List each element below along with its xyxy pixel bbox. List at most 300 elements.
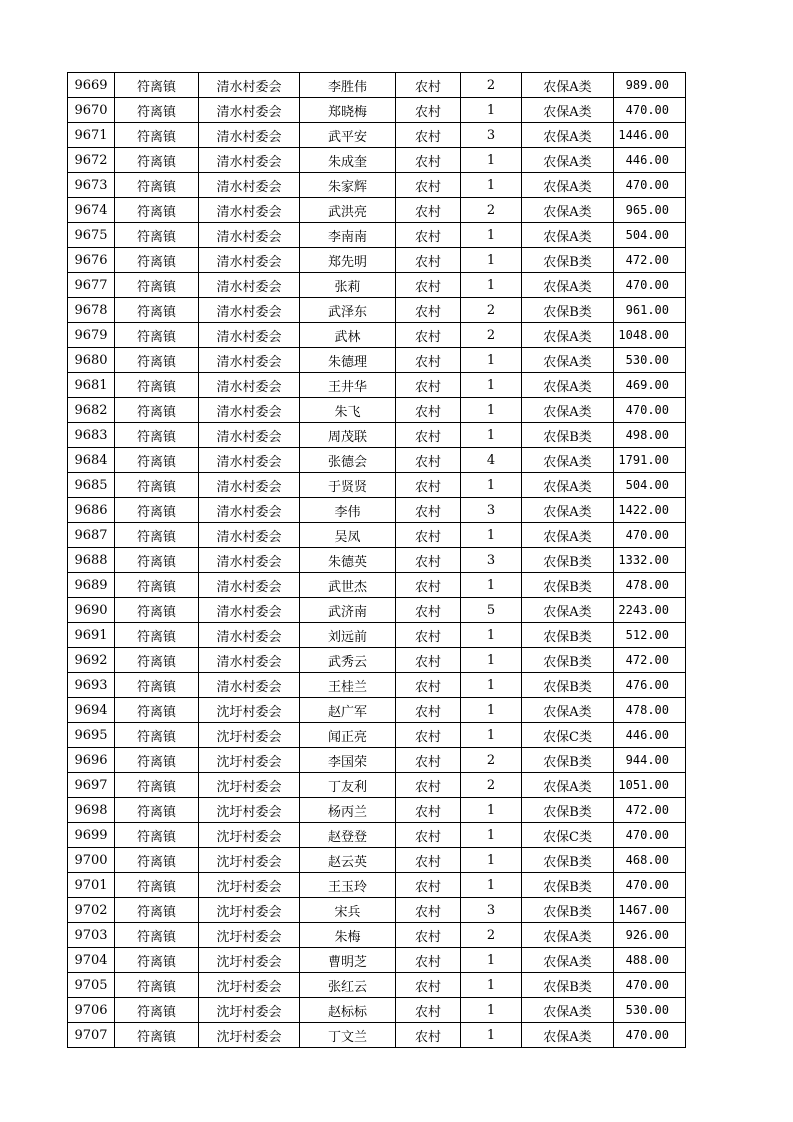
household-size-cell: 1 xyxy=(461,673,522,698)
row-id-cell: 9700 xyxy=(68,848,115,873)
table-row xyxy=(68,73,686,98)
table-row xyxy=(68,273,686,298)
amount-cell: 2243.00 xyxy=(614,598,686,623)
town-cell: 符离镇 xyxy=(115,373,199,398)
amount-cell: 470.00 xyxy=(614,823,686,848)
household-size-cell: 2 xyxy=(461,923,522,948)
amount-cell: 512.00 xyxy=(614,623,686,648)
amount-cell: 944.00 xyxy=(614,748,686,773)
insurance-category-cell: 农保A类 xyxy=(522,1023,614,1048)
household-size-cell: 1 xyxy=(461,273,522,298)
amount-cell: 478.00 xyxy=(614,573,686,598)
table-row xyxy=(68,248,686,273)
area-type-cell: 农村 xyxy=(396,98,461,123)
row-id-cell: 9696 xyxy=(68,748,115,773)
town-cell: 符离镇 xyxy=(115,998,199,1023)
town-cell: 符离镇 xyxy=(115,723,199,748)
village-committee-cell: 清水村委会 xyxy=(199,548,300,573)
town-cell: 符离镇 xyxy=(115,973,199,998)
village-committee-cell: 清水村委会 xyxy=(199,598,300,623)
row-id-cell: 9706 xyxy=(68,998,115,1023)
area-type-cell: 农村 xyxy=(396,998,461,1023)
table-row xyxy=(68,773,686,798)
household-size-cell: 1 xyxy=(461,798,522,823)
amount-cell: 1048.00 xyxy=(614,323,686,348)
amount-cell: 478.00 xyxy=(614,698,686,723)
village-committee-cell: 清水村委会 xyxy=(199,298,300,323)
household-size-cell: 1 xyxy=(461,248,522,273)
insurance-category-cell: 农保B类 xyxy=(522,973,614,998)
insurance-category-cell: 农保B类 xyxy=(522,623,614,648)
insurance-category-cell: 农保A类 xyxy=(522,448,614,473)
household-size-cell: 2 xyxy=(461,198,522,223)
household-size-cell: 1 xyxy=(461,823,522,848)
row-id-cell: 9691 xyxy=(68,623,115,648)
amount-cell: 1467.00 xyxy=(614,898,686,923)
amount-cell: 470.00 xyxy=(614,173,686,198)
table-row xyxy=(68,748,686,773)
household-size-cell: 5 xyxy=(461,598,522,623)
town-cell: 符离镇 xyxy=(115,523,199,548)
table-row xyxy=(68,398,686,423)
insurance-category-cell: 农保A类 xyxy=(522,223,614,248)
household-size-cell: 1 xyxy=(461,373,522,398)
name-cell: 李南南 xyxy=(300,223,396,248)
amount-cell: 472.00 xyxy=(614,248,686,273)
household-size-cell: 1 xyxy=(461,573,522,598)
town-cell: 符离镇 xyxy=(115,773,199,798)
name-cell: 张红云 xyxy=(300,973,396,998)
name-cell: 杨丙兰 xyxy=(300,798,396,823)
table-row xyxy=(68,298,686,323)
village-committee-cell: 清水村委会 xyxy=(199,323,300,348)
village-committee-cell: 清水村委会 xyxy=(199,498,300,523)
household-size-cell: 2 xyxy=(461,748,522,773)
village-committee-cell: 清水村委会 xyxy=(199,123,300,148)
row-id-cell: 9680 xyxy=(68,348,115,373)
insurance-category-cell: 农保B类 xyxy=(522,898,614,923)
insurance-category-cell: 农保B类 xyxy=(522,748,614,773)
amount-cell: 989.00 xyxy=(614,73,686,98)
village-committee-cell: 清水村委会 xyxy=(199,523,300,548)
area-type-cell: 农村 xyxy=(396,323,461,348)
town-cell: 符离镇 xyxy=(115,1023,199,1048)
row-id-cell: 9695 xyxy=(68,723,115,748)
household-size-cell: 3 xyxy=(461,898,522,923)
village-committee-cell: 清水村委会 xyxy=(199,173,300,198)
area-type-cell: 农村 xyxy=(396,373,461,398)
household-size-cell: 1 xyxy=(461,948,522,973)
area-type-cell: 农村 xyxy=(396,898,461,923)
table-row xyxy=(68,523,686,548)
name-cell: 朱家辉 xyxy=(300,173,396,198)
insurance-category-cell: 农保A类 xyxy=(522,198,614,223)
area-type-cell: 农村 xyxy=(396,173,461,198)
table-row xyxy=(68,348,686,373)
household-size-cell: 1 xyxy=(461,648,522,673)
amount-cell: 1051.00 xyxy=(614,773,686,798)
town-cell: 符离镇 xyxy=(115,748,199,773)
insurance-category-cell: 农保B类 xyxy=(522,248,614,273)
row-id-cell: 9702 xyxy=(68,898,115,923)
area-type-cell: 农村 xyxy=(396,873,461,898)
household-size-cell: 1 xyxy=(461,423,522,448)
name-cell: 张德会 xyxy=(300,448,396,473)
insurance-category-cell: 农保A类 xyxy=(522,398,614,423)
town-cell: 符离镇 xyxy=(115,548,199,573)
household-size-cell: 1 xyxy=(461,998,522,1023)
insurance-category-cell: 农保C类 xyxy=(522,723,614,748)
insurance-category-cell: 农保A类 xyxy=(522,523,614,548)
row-id-cell: 9704 xyxy=(68,948,115,973)
name-cell: 武洪亮 xyxy=(300,198,396,223)
name-cell: 武秀云 xyxy=(300,648,396,673)
amount-cell: 504.00 xyxy=(614,473,686,498)
area-type-cell: 农村 xyxy=(396,798,461,823)
name-cell: 李伟 xyxy=(300,498,396,523)
row-id-cell: 9694 xyxy=(68,698,115,723)
insurance-category-cell: 农保A类 xyxy=(522,598,614,623)
insurance-category-cell: 农保B类 xyxy=(522,298,614,323)
name-cell: 武林 xyxy=(300,323,396,348)
table-row xyxy=(68,898,686,923)
village-committee-cell: 沈圩村委会 xyxy=(199,798,300,823)
town-cell: 符离镇 xyxy=(115,473,199,498)
table-row xyxy=(68,598,686,623)
town-cell: 符离镇 xyxy=(115,123,199,148)
row-id-cell: 9674 xyxy=(68,198,115,223)
village-committee-cell: 清水村委会 xyxy=(199,223,300,248)
name-cell: 赵云英 xyxy=(300,848,396,873)
row-id-cell: 9688 xyxy=(68,548,115,573)
amount-cell: 470.00 xyxy=(614,273,686,298)
table-row xyxy=(68,148,686,173)
village-committee-cell: 清水村委会 xyxy=(199,98,300,123)
insurance-category-cell: 农保B类 xyxy=(522,573,614,598)
area-type-cell: 农村 xyxy=(396,823,461,848)
name-cell: 张莉 xyxy=(300,273,396,298)
household-size-cell: 3 xyxy=(461,548,522,573)
insurance-category-cell: 农保A类 xyxy=(522,698,614,723)
amount-cell: 468.00 xyxy=(614,848,686,873)
insurance-category-cell: 农保A类 xyxy=(522,923,614,948)
row-id-cell: 9673 xyxy=(68,173,115,198)
row-id-cell: 9676 xyxy=(68,248,115,273)
village-committee-cell: 沈圩村委会 xyxy=(199,923,300,948)
amount-cell: 472.00 xyxy=(614,648,686,673)
name-cell: 朱梅 xyxy=(300,923,396,948)
area-type-cell: 农村 xyxy=(396,348,461,373)
area-type-cell: 农村 xyxy=(396,1023,461,1048)
amount-cell: 470.00 xyxy=(614,1023,686,1048)
village-committee-cell: 清水村委会 xyxy=(199,623,300,648)
name-cell: 赵广军 xyxy=(300,698,396,723)
town-cell: 符离镇 xyxy=(115,848,199,873)
household-size-cell: 3 xyxy=(461,123,522,148)
village-committee-cell: 沈圩村委会 xyxy=(199,698,300,723)
household-size-cell: 2 xyxy=(461,298,522,323)
amount-cell: 530.00 xyxy=(614,348,686,373)
name-cell: 郑晓梅 xyxy=(300,98,396,123)
table-row xyxy=(68,548,686,573)
village-committee-cell: 清水村委会 xyxy=(199,248,300,273)
household-size-cell: 1 xyxy=(461,973,522,998)
table-row xyxy=(68,723,686,748)
row-id-cell: 9693 xyxy=(68,673,115,698)
table-row xyxy=(68,223,686,248)
area-type-cell: 农村 xyxy=(396,273,461,298)
household-size-cell: 3 xyxy=(461,498,522,523)
area-type-cell: 农村 xyxy=(396,923,461,948)
insurance-category-cell: 农保A类 xyxy=(522,998,614,1023)
area-type-cell: 农村 xyxy=(396,498,461,523)
area-type-cell: 农村 xyxy=(396,123,461,148)
table-row xyxy=(68,698,686,723)
row-id-cell: 9689 xyxy=(68,573,115,598)
name-cell: 朱飞 xyxy=(300,398,396,423)
insurance-category-cell: 农保C类 xyxy=(522,823,614,848)
name-cell: 周茂联 xyxy=(300,423,396,448)
village-committee-cell: 清水村委会 xyxy=(199,448,300,473)
town-cell: 符离镇 xyxy=(115,98,199,123)
insurance-category-cell: 农保A类 xyxy=(522,348,614,373)
town-cell: 符离镇 xyxy=(115,398,199,423)
household-size-cell: 1 xyxy=(461,523,522,548)
row-id-cell: 9697 xyxy=(68,773,115,798)
amount-cell: 926.00 xyxy=(614,923,686,948)
area-type-cell: 农村 xyxy=(396,573,461,598)
household-size-cell: 1 xyxy=(461,848,522,873)
row-id-cell: 9707 xyxy=(68,1023,115,1048)
village-committee-cell: 清水村委会 xyxy=(199,273,300,298)
table-row xyxy=(68,573,686,598)
village-committee-cell: 清水村委会 xyxy=(199,398,300,423)
household-size-cell: 1 xyxy=(461,1023,522,1048)
village-committee-cell: 沈圩村委会 xyxy=(199,848,300,873)
area-type-cell: 农村 xyxy=(396,648,461,673)
town-cell: 符离镇 xyxy=(115,948,199,973)
table-row xyxy=(68,323,686,348)
amount-cell: 446.00 xyxy=(614,723,686,748)
table-row xyxy=(68,823,686,848)
insurance-category-cell: 农保A类 xyxy=(522,473,614,498)
area-type-cell: 农村 xyxy=(396,448,461,473)
row-id-cell: 9672 xyxy=(68,148,115,173)
insurance-category-cell: 农保B类 xyxy=(522,873,614,898)
row-id-cell: 9705 xyxy=(68,973,115,998)
area-type-cell: 农村 xyxy=(396,398,461,423)
village-committee-cell: 清水村委会 xyxy=(199,648,300,673)
amount-cell: 498.00 xyxy=(614,423,686,448)
row-id-cell: 9684 xyxy=(68,448,115,473)
village-committee-cell: 清水村委会 xyxy=(199,198,300,223)
table-row xyxy=(68,998,686,1023)
household-size-cell: 1 xyxy=(461,223,522,248)
row-id-cell: 9683 xyxy=(68,423,115,448)
village-committee-cell: 沈圩村委会 xyxy=(199,948,300,973)
town-cell: 符离镇 xyxy=(115,323,199,348)
town-cell: 符离镇 xyxy=(115,673,199,698)
household-size-cell: 1 xyxy=(461,473,522,498)
area-type-cell: 农村 xyxy=(396,523,461,548)
household-size-cell: 2 xyxy=(461,773,522,798)
table-row xyxy=(68,973,686,998)
amount-cell: 470.00 xyxy=(614,523,686,548)
row-id-cell: 9703 xyxy=(68,923,115,948)
town-cell: 符离镇 xyxy=(115,798,199,823)
amount-cell: 476.00 xyxy=(614,673,686,698)
table-row xyxy=(68,848,686,873)
village-committee-cell: 沈圩村委会 xyxy=(199,873,300,898)
household-size-cell: 4 xyxy=(461,448,522,473)
insurance-category-cell: 农保A类 xyxy=(522,498,614,523)
table-row xyxy=(68,923,686,948)
village-committee-cell: 清水村委会 xyxy=(199,423,300,448)
area-type-cell: 农村 xyxy=(396,773,461,798)
table-row xyxy=(68,123,686,148)
area-type-cell: 农村 xyxy=(396,73,461,98)
area-type-cell: 农村 xyxy=(396,723,461,748)
area-type-cell: 农村 xyxy=(396,598,461,623)
row-id-cell: 9699 xyxy=(68,823,115,848)
amount-cell: 1422.00 xyxy=(614,498,686,523)
area-type-cell: 农村 xyxy=(396,198,461,223)
row-id-cell: 9701 xyxy=(68,873,115,898)
row-id-cell: 9669 xyxy=(68,73,115,98)
town-cell: 符离镇 xyxy=(115,448,199,473)
name-cell: 吴凤 xyxy=(300,523,396,548)
table-row xyxy=(68,673,686,698)
village-committee-cell: 沈圩村委会 xyxy=(199,898,300,923)
town-cell: 符离镇 xyxy=(115,423,199,448)
amount-cell: 470.00 xyxy=(614,873,686,898)
name-cell: 曹明芝 xyxy=(300,948,396,973)
row-id-cell: 9692 xyxy=(68,648,115,673)
town-cell: 符离镇 xyxy=(115,298,199,323)
table-row xyxy=(68,198,686,223)
amount-cell: 1446.00 xyxy=(614,123,686,148)
insurance-category-cell: 农保B类 xyxy=(522,798,614,823)
name-cell: 于贤贤 xyxy=(300,473,396,498)
row-id-cell: 9671 xyxy=(68,123,115,148)
village-committee-cell: 清水村委会 xyxy=(199,73,300,98)
name-cell: 丁友利 xyxy=(300,773,396,798)
area-type-cell: 农村 xyxy=(396,248,461,273)
household-size-cell: 1 xyxy=(461,873,522,898)
table-row xyxy=(68,173,686,198)
insurance-category-cell: 农保A类 xyxy=(522,73,614,98)
name-cell: 李胜伟 xyxy=(300,73,396,98)
town-cell: 符离镇 xyxy=(115,273,199,298)
insurance-category-cell: 农保A类 xyxy=(522,773,614,798)
town-cell: 符离镇 xyxy=(115,573,199,598)
row-id-cell: 9687 xyxy=(68,523,115,548)
insurance-category-cell: 农保B类 xyxy=(522,673,614,698)
area-type-cell: 农村 xyxy=(396,748,461,773)
town-cell: 符离镇 xyxy=(115,698,199,723)
village-committee-cell: 沈圩村委会 xyxy=(199,1023,300,1048)
row-id-cell: 9686 xyxy=(68,498,115,523)
insurance-category-cell: 农保B类 xyxy=(522,423,614,448)
table-row xyxy=(68,873,686,898)
village-committee-cell: 沈圩村委会 xyxy=(199,998,300,1023)
area-type-cell: 农村 xyxy=(396,673,461,698)
area-type-cell: 农村 xyxy=(396,548,461,573)
row-id-cell: 9682 xyxy=(68,398,115,423)
amount-cell: 470.00 xyxy=(614,973,686,998)
village-committee-cell: 清水村委会 xyxy=(199,573,300,598)
insurance-category-cell: 农保A类 xyxy=(522,98,614,123)
household-size-cell: 1 xyxy=(461,148,522,173)
area-type-cell: 农村 xyxy=(396,973,461,998)
row-id-cell: 9681 xyxy=(68,373,115,398)
household-size-cell: 1 xyxy=(461,623,522,648)
household-size-cell: 1 xyxy=(461,173,522,198)
amount-cell: 488.00 xyxy=(614,948,686,973)
area-type-cell: 农村 xyxy=(396,423,461,448)
area-type-cell: 农村 xyxy=(396,623,461,648)
table-row xyxy=(68,1023,686,1048)
village-committee-cell: 沈圩村委会 xyxy=(199,823,300,848)
village-committee-cell: 沈圩村委会 xyxy=(199,748,300,773)
name-cell: 武泽东 xyxy=(300,298,396,323)
town-cell: 符离镇 xyxy=(115,898,199,923)
table-row xyxy=(68,473,686,498)
village-committee-cell: 沈圩村委会 xyxy=(199,973,300,998)
insurance-category-cell: 农保B类 xyxy=(522,548,614,573)
name-cell: 王井华 xyxy=(300,373,396,398)
insurance-category-cell: 农保A类 xyxy=(522,373,614,398)
table-row xyxy=(68,648,686,673)
village-committee-cell: 清水村委会 xyxy=(199,348,300,373)
household-size-cell: 1 xyxy=(461,98,522,123)
insurance-category-cell: 农保A类 xyxy=(522,173,614,198)
household-size-cell: 2 xyxy=(461,323,522,348)
household-size-cell: 1 xyxy=(461,348,522,373)
name-cell: 朱德英 xyxy=(300,548,396,573)
town-cell: 符离镇 xyxy=(115,648,199,673)
town-cell: 符离镇 xyxy=(115,248,199,273)
area-type-cell: 农村 xyxy=(396,223,461,248)
town-cell: 符离镇 xyxy=(115,498,199,523)
insurance-category-cell: 农保A类 xyxy=(522,148,614,173)
row-id-cell: 9670 xyxy=(68,98,115,123)
insurance-category-cell: 农保A类 xyxy=(522,323,614,348)
area-type-cell: 农村 xyxy=(396,473,461,498)
amount-cell: 530.00 xyxy=(614,998,686,1023)
town-cell: 符离镇 xyxy=(115,198,199,223)
row-id-cell: 9678 xyxy=(68,298,115,323)
town-cell: 符离镇 xyxy=(115,623,199,648)
name-cell: 赵登登 xyxy=(300,823,396,848)
insurance-category-cell: 农保A类 xyxy=(522,273,614,298)
village-committee-cell: 沈圩村委会 xyxy=(199,773,300,798)
row-id-cell: 9685 xyxy=(68,473,115,498)
table-row xyxy=(68,623,686,648)
name-cell: 刘远前 xyxy=(300,623,396,648)
row-id-cell: 9677 xyxy=(68,273,115,298)
village-committee-cell: 清水村委会 xyxy=(199,673,300,698)
town-cell: 符离镇 xyxy=(115,173,199,198)
area-type-cell: 农村 xyxy=(396,148,461,173)
name-cell: 武平安 xyxy=(300,123,396,148)
area-type-cell: 农村 xyxy=(396,298,461,323)
amount-cell: 446.00 xyxy=(614,148,686,173)
name-cell: 宋兵 xyxy=(300,898,396,923)
area-type-cell: 农村 xyxy=(396,948,461,973)
town-cell: 符离镇 xyxy=(115,73,199,98)
town-cell: 符离镇 xyxy=(115,823,199,848)
